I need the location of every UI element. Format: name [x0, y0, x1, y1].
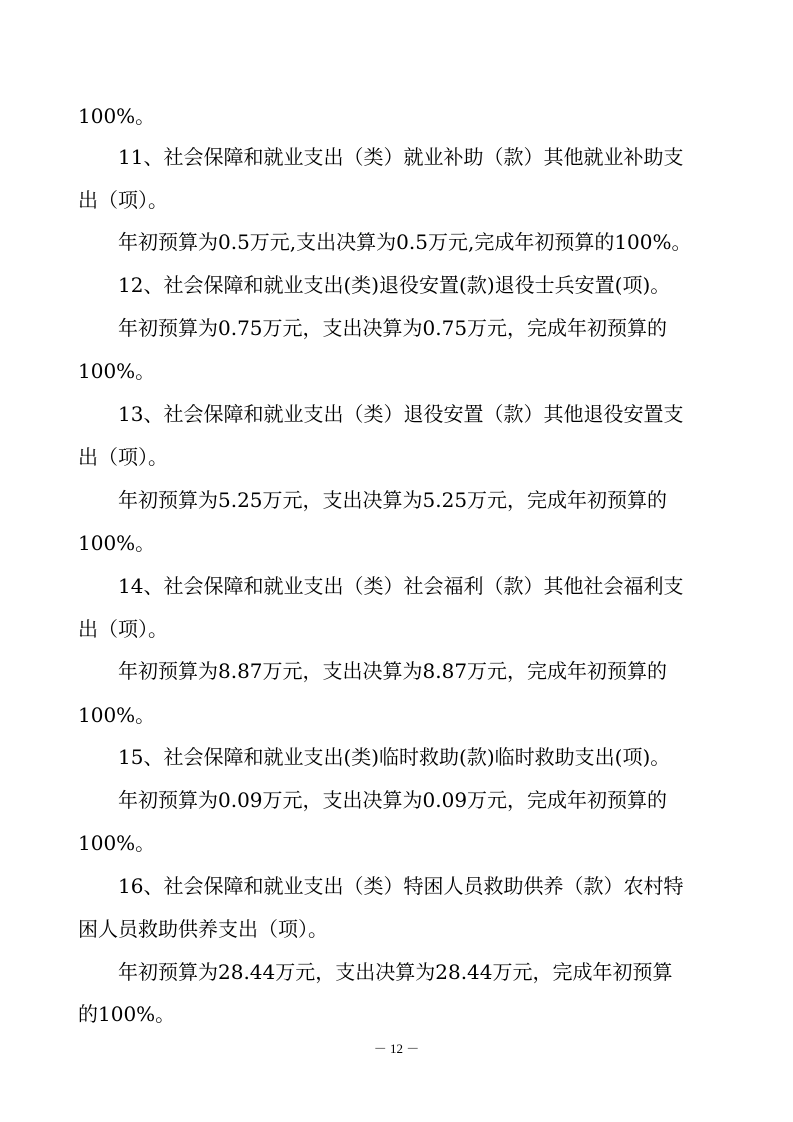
text-line-item-12: 12、社会保障和就业支出(类)退役安置(款)退役士兵安置(项)。: [118, 273, 671, 297]
page-number: － 12 －: [373, 1041, 420, 1056]
text-line-continuation: 100%。: [78, 531, 156, 555]
text-line-continuation: 出（项）。: [78, 188, 168, 212]
text-line-budget: 年初预算为8.87万元，支出决算为8.87万元，完成年初预算的: [118, 659, 668, 683]
text-line-continuation: 的100%。: [78, 1002, 176, 1026]
text-line-item-14: 14、社会保障和就业支出（类）社会福利（款）其他社会福利支: [118, 574, 684, 598]
text-line-budget: 年初预算为0.09万元，支出决算为0.09万元，完成年初预算的: [118, 788, 668, 812]
text-line-continuation: 100%。: [78, 831, 156, 855]
text-line-item-15: 15、社会保障和就业支出(类)临时救助(款)临时救助支出(项)。: [118, 745, 671, 769]
text-line-budget: 年初预算为0.5万元,支出决算为0.5万元,完成年初预算的100%。: [118, 230, 692, 254]
text-line-item-13: 13、社会保障和就业支出（类）退役安置（款）其他退役安置支: [118, 402, 684, 426]
text-line-item-16: 16、社会保障和就业支出（类）特困人员救助供养（款）农村特: [118, 874, 684, 898]
text-line-budget: 年初预算为0.75万元，支出决算为0.75万元，完成年初预算的: [118, 316, 668, 340]
text-line-budget: 年初预算为5.25万元，支出决算为5.25万元，完成年初预算的: [118, 488, 668, 512]
text-line-continuation: 困人员救助供养支出（项）。: [78, 917, 328, 941]
text-line-item-11: 11、社会保障和就业支出（类）就业补助（款）其他就业补助支: [118, 145, 684, 169]
text-line-budget: 年初预算为28.44万元，支出决算为28.44万元，完成年初预算: [118, 960, 673, 984]
text-line-continuation: 100%。: [78, 104, 156, 128]
text-line-continuation: 100%。: [78, 359, 156, 383]
text-line-continuation: 出（项）。: [78, 617, 168, 641]
text-line-continuation: 出（项）。: [78, 445, 168, 469]
text-line-continuation: 100%。: [78, 703, 156, 727]
